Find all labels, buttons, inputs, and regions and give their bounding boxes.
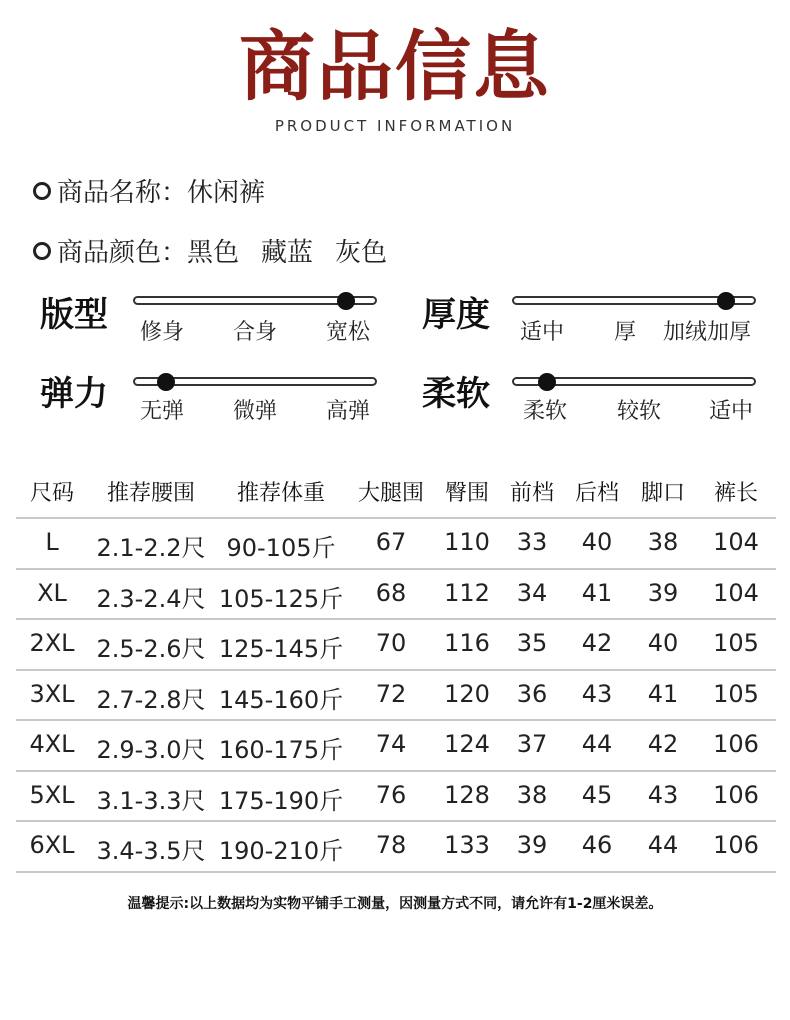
size-cell: L (45, 528, 59, 556)
attribute-knob (538, 373, 556, 391)
table-cell: 104 (713, 578, 759, 607)
table-cell: 39 (647, 578, 679, 607)
table-cell: 40 (581, 528, 613, 556)
table-row (16, 821, 776, 871)
page-title: 商品信息 (239, 22, 551, 111)
table-cell: 106 (713, 730, 759, 758)
product-name-row (33, 172, 265, 209)
size-cell: 6XL (29, 831, 75, 859)
circle-bullet-icon (33, 182, 51, 200)
table-cell: 44 (581, 730, 613, 758)
table-cell: 76 (375, 780, 407, 809)
table-cell: 40 (647, 629, 679, 657)
attribute-knob (717, 292, 735, 310)
table-cell: 145-160斤 (218, 685, 344, 714)
header-cell: 大腿围 (357, 481, 424, 506)
product-name-value: 休闲裤 (187, 178, 266, 208)
table-cell: 38 (647, 528, 679, 556)
table-cell: 41 (581, 578, 613, 607)
attribute-option: 适中 (709, 399, 754, 424)
table-cell: 104 (713, 528, 759, 556)
table-cell: 78 (375, 831, 407, 859)
table-cell: 39 (516, 831, 548, 859)
table-cell: 42 (647, 730, 679, 758)
attribute-knob (337, 292, 355, 310)
attribute-option: 宽松 (326, 320, 371, 345)
size-cell: 2XL (29, 629, 75, 657)
table-cell: 34 (516, 578, 548, 607)
header-cell: 前档 (509, 481, 554, 506)
table-cell: 105-125斤 (218, 584, 344, 613)
attribute-label: 厚度 (422, 295, 490, 335)
table-cell: 2.5-2.6尺 (96, 635, 206, 663)
table-row (16, 569, 776, 619)
color-option: 黑色 (187, 238, 240, 268)
attribute-label: 弹力 (40, 374, 108, 414)
attribute-option: 加绒加厚 (663, 320, 752, 345)
table-cell: 120 (444, 679, 490, 708)
table-cell: 43 (647, 780, 679, 809)
size-cell: 4XL (29, 730, 75, 758)
table-row (16, 619, 776, 669)
table-cell: 133 (444, 831, 490, 859)
table-cell: 38 (516, 780, 548, 809)
table-cell: 45 (581, 780, 613, 809)
header-cell: 推荐腰围 (106, 481, 195, 506)
table-cell: 72 (375, 679, 407, 708)
header-cell: 脚口 (640, 481, 685, 506)
attribute-option: 适中 (520, 320, 565, 345)
table-cell: 37 (516, 730, 548, 758)
table-cell: 41 (647, 679, 679, 708)
size-cell: XL (37, 578, 67, 607)
color-option: 藏蓝 (261, 238, 314, 268)
table-cell: 2.3-2.4尺 (96, 584, 206, 613)
table-cell: 3.4-3.5尺 (96, 837, 206, 865)
attribute-option: 较软 (617, 399, 662, 424)
table-row (16, 720, 776, 770)
measurement-note: 温馨提示:以上数据均为实物平铺手工测量，因测量方式不同，请允许有1-2厘米误差。 (127, 896, 663, 912)
table-row (16, 771, 776, 821)
table-cell: 160-175斤 (218, 736, 344, 764)
table-cell: 2.7-2.8尺 (96, 685, 206, 714)
row-divider (16, 871, 776, 873)
table-cell: 68 (375, 578, 407, 607)
table-cell: 116 (444, 629, 490, 657)
circle-bullet-icon (33, 242, 51, 260)
table-cell: 105 (713, 629, 759, 657)
attribute-option: 柔软 (523, 399, 568, 424)
table-cell: 36 (516, 679, 548, 708)
table-cell: 105 (713, 679, 759, 708)
attribute-knob (157, 373, 175, 391)
table-cell: 2.9-3.0尺 (96, 736, 206, 764)
header-cell: 推荐体重 (236, 481, 325, 506)
table-cell: 46 (581, 831, 613, 859)
table-cell: 2.1-2.2尺 (96, 534, 206, 562)
page-subtitle: PRODUCT INFORMATION (274, 117, 516, 135)
header-cell: 裤长 (713, 481, 758, 506)
table-cell: 190-210斤 (218, 837, 344, 865)
attribute-option: 厚 (614, 320, 637, 345)
attribute-option: 合身 (233, 320, 278, 345)
table-row (16, 670, 776, 720)
size-cell: 3XL (29, 679, 75, 708)
size-table-header (16, 470, 776, 516)
attribute-option: 高弹 (326, 399, 371, 424)
table-cell: 112 (444, 578, 490, 607)
color-option: 灰色 (335, 238, 388, 268)
table-cell: 106 (713, 780, 759, 809)
table-cell: 128 (444, 780, 490, 809)
table-cell: 44 (647, 831, 679, 859)
attribute-label: 版型 (40, 295, 108, 335)
product-color-row (33, 232, 409, 269)
table-row (16, 518, 776, 568)
attribute-label: 柔软 (422, 374, 490, 414)
table-cell: 43 (581, 679, 613, 708)
table-cell: 90-105斤 (226, 534, 336, 562)
table-cell: 42 (581, 629, 613, 657)
table-cell: 35 (516, 629, 548, 657)
attribute-option: 修身 (140, 320, 185, 345)
table-cell: 70 (375, 629, 407, 657)
table-cell: 106 (713, 831, 759, 859)
table-cell: 33 (516, 528, 548, 556)
table-cell: 125-145斤 (218, 635, 344, 663)
attribute-option: 微弹 (233, 399, 278, 424)
header-cell: 后档 (574, 481, 619, 506)
size-cell: 5XL (29, 780, 75, 809)
table-cell: 3.1-3.3尺 (96, 786, 206, 815)
attribute-option: 无弹 (140, 399, 185, 424)
product-color-label: 商品颜色： (57, 238, 188, 268)
table-cell: 175-190斤 (218, 786, 344, 815)
table-cell: 74 (375, 730, 407, 758)
table-cell: 67 (375, 528, 407, 556)
header-cell: 尺码 (29, 481, 74, 506)
table-cell: 124 (444, 730, 490, 758)
header-cell: 臀围 (444, 481, 489, 506)
product-name-label: 商品名称： (57, 178, 188, 208)
table-cell: 110 (444, 528, 490, 556)
